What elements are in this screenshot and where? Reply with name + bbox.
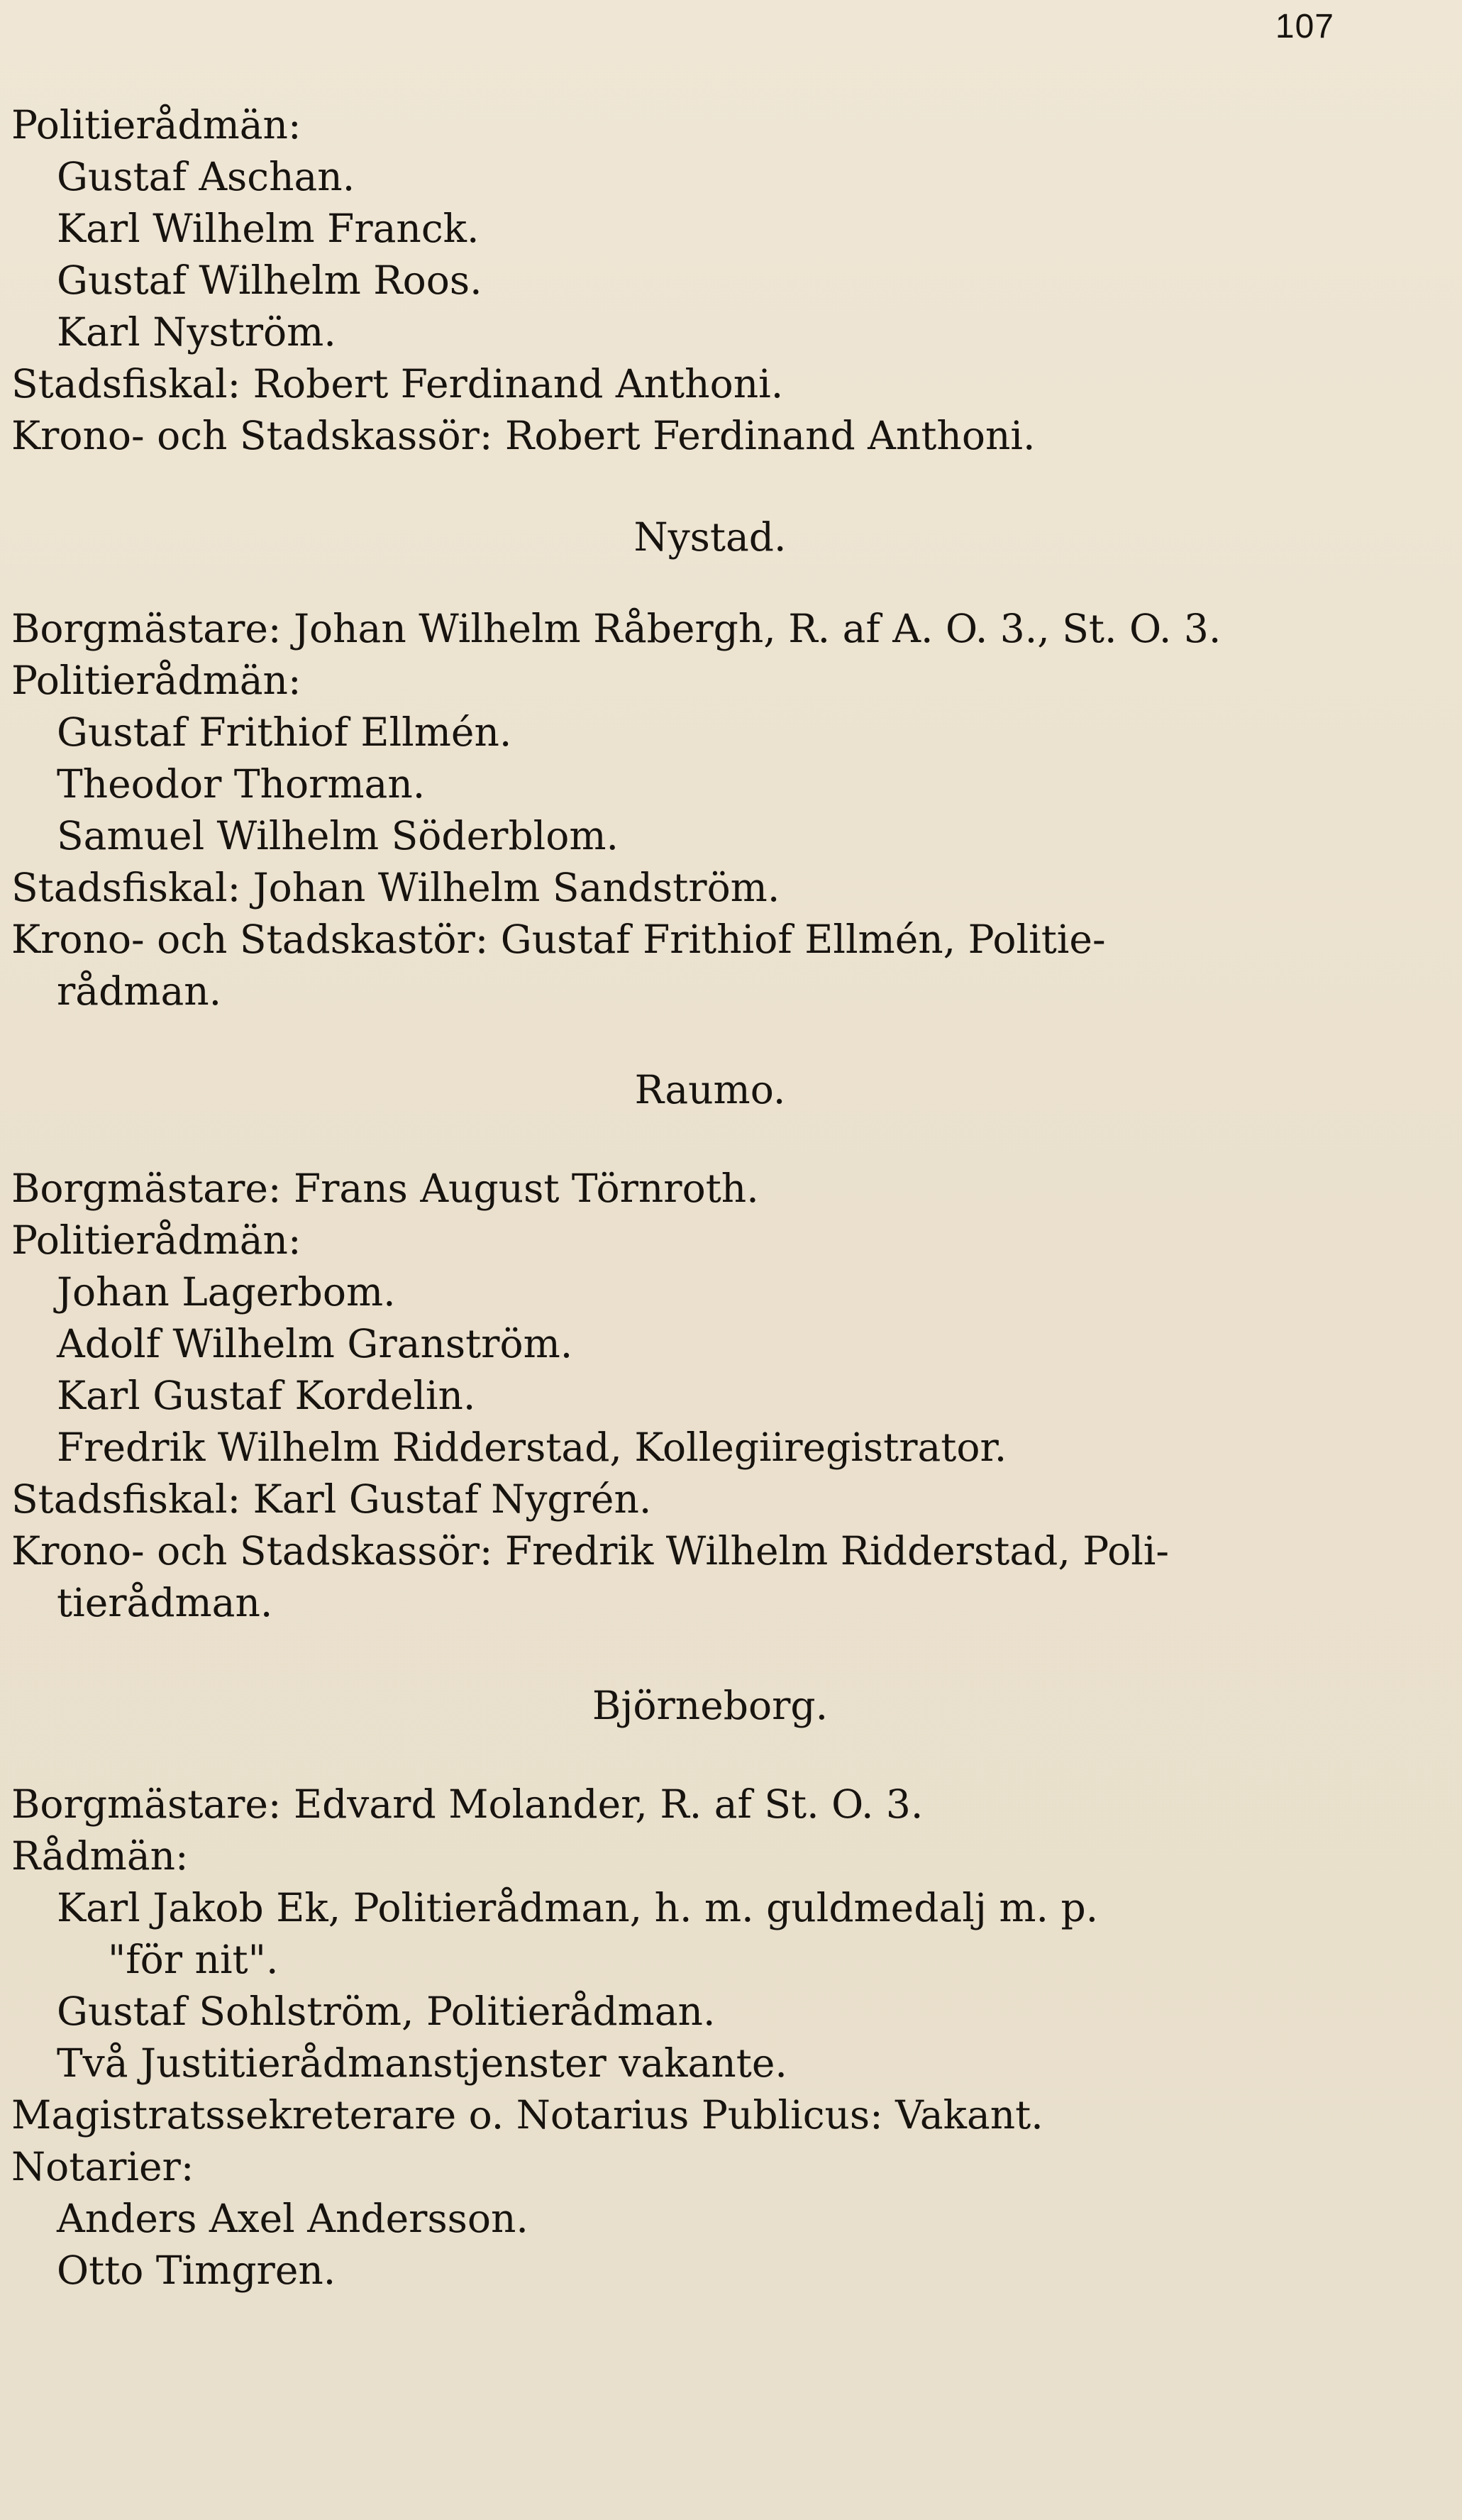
text-line: Två Justitierådmanstjenster vakante.: [57, 2040, 787, 2086]
section-bjorneborg: [11, 1779, 1388, 2297]
text-line: Krono- och Stadskassör: Fredrik Wilhelm Ridderstad, Poli-: [11, 1528, 1169, 1574]
text-line: Krono- och Stadskassör: Robert Ferdinand Anthoni.: [11, 413, 1036, 458]
text-line: Johan Lagerbom.: [57, 1269, 396, 1315]
text-line: Politierådmän:: [11, 658, 301, 703]
text-line: Stadsfiskal: Robert Ferdinand Anthoni.: [11, 361, 784, 407]
text-line: Anders Axel Andersson.: [57, 2196, 528, 2241]
text-line: Borgmästare: Frans August Törnroth.: [11, 1166, 759, 1211]
text-line: Gustaf Frithiof Ellmén.: [57, 709, 512, 755]
text-line: Karl Wilhelm Franck.: [57, 206, 480, 251]
section-raumo: [11, 1163, 1388, 1629]
text-line: Magistratssekreterare o. Notarius Publicus: Vakant.: [11, 2092, 1043, 2138]
section-heading-raumo: Raumo.: [634, 1067, 786, 1112]
text-line: Stadsfiskal: Karl Gustaf Nygrén.: [11, 1476, 652, 1522]
text-line: rådman.: [57, 968, 222, 1014]
document-body: [11, 99, 1388, 2297]
text-line: Stadsfiskal: Johan Wilhelm Sandström.: [11, 865, 780, 910]
text-line: Adolf Wilhelm Granström.: [57, 1321, 573, 1366]
text-line: Karl Jakob Ek, Politierådman, h. m. guldmedalj m. p.: [57, 1885, 1099, 1930]
section-officials-continued: [11, 99, 1388, 462]
section-nystad: [11, 603, 1388, 1017]
text-line: Karl Nyström.: [57, 309, 336, 355]
section-heading-nystad: Nystad.: [633, 514, 787, 560]
text-line: Borgmästare: Johan Wilhelm Råbergh, R. af A. O. 3., St. O. 3.: [11, 606, 1222, 651]
text-line: Gustaf Aschan.: [57, 154, 355, 199]
text-line: Notarier:: [11, 2144, 194, 2189]
text-line: tierådman.: [57, 1580, 273, 1625]
section-heading-bjorneborg: Björneborg.: [592, 1683, 829, 1728]
text-line: "för nit".: [108, 1937, 279, 1982]
text-line: Theodor Thorman.: [57, 761, 426, 807]
text-line: Politierådmän:: [11, 102, 301, 148]
text-line: Borgmästare: Edvard Molander, R. af St. O. 3.: [11, 1781, 924, 1827]
text-line: Rådmän:: [11, 1833, 189, 1879]
text-line: Fredrik Wilhelm Ridderstad, Kollegiiregistrator.: [57, 1425, 1007, 1470]
text-line: Otto Timgren.: [57, 2248, 336, 2293]
text-line: Gustaf Wilhelm Roos.: [57, 258, 482, 303]
text-line: Samuel Wilhelm Söderblom.: [57, 813, 619, 858]
text-line: Krono- och Stadskastör: Gustaf Frithiof Ellmén, Politie-: [11, 917, 1106, 962]
page-number: 107: [1275, 8, 1334, 45]
text-line: Karl Gustaf Kordelin.: [57, 1373, 476, 1418]
text-line: Gustaf Sohlström, Politierådman.: [57, 1989, 716, 2034]
text-line: Politierådmän:: [11, 1217, 301, 1263]
